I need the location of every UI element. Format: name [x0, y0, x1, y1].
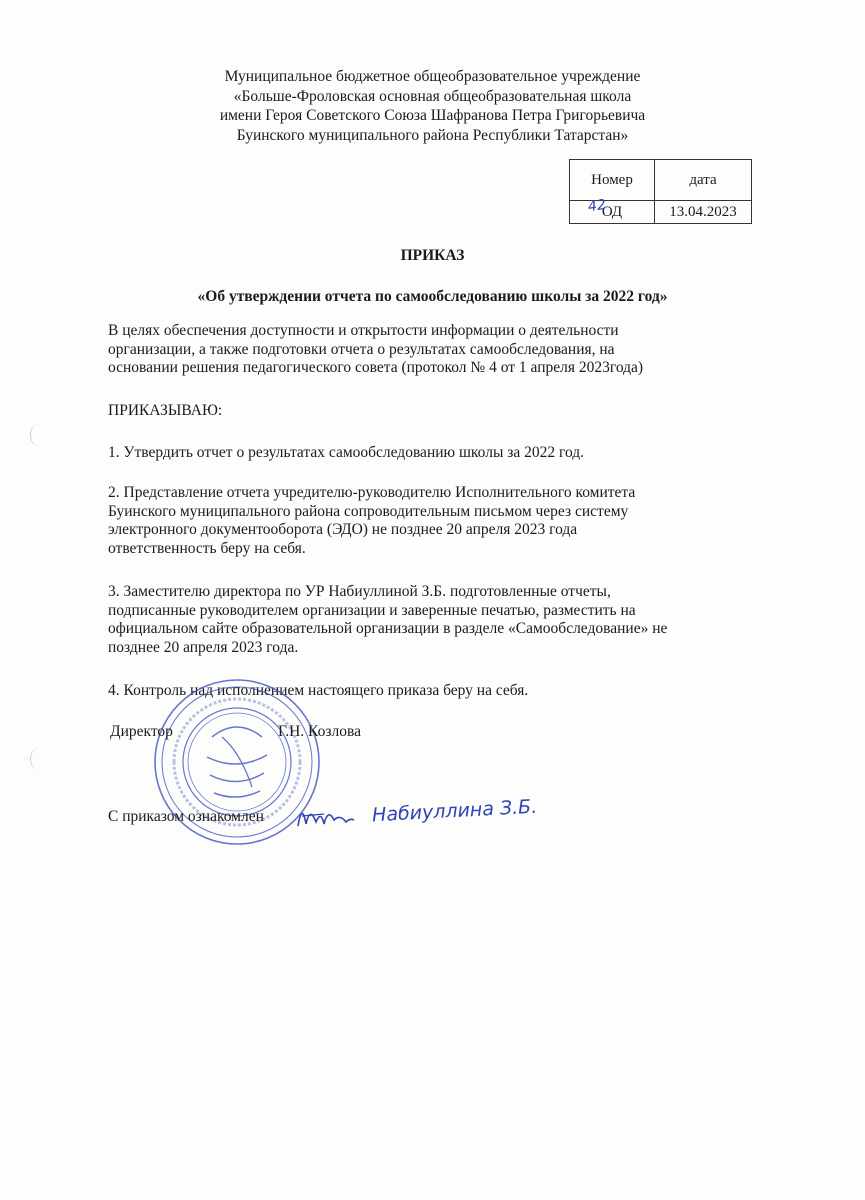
- item-line: 3. Заместителю директора по УР Набиуллиной З.Б. подготовленные отчеты,: [108, 583, 611, 600]
- order-number-cell: [570, 196, 655, 224]
- handwritten-number: 42: [586, 196, 607, 215]
- order-item-3: [108, 583, 748, 657]
- institution-header: [0, 67, 865, 145]
- header-line: имени Героя Советского Союза Шафранова Петра Григорьевича: [219, 107, 646, 124]
- handwritten-name: Набиуллина З.Б.: [371, 795, 538, 827]
- order-word: ПРИКАЗЫВАЮ:: [108, 402, 223, 419]
- item-line: электронного документооборота (ЭДО) не позднее 20 апреля 2023 года: [108, 521, 578, 538]
- order-number-table: [569, 159, 752, 224]
- order-item-2: [108, 484, 748, 558]
- number-suffix: ОД: [601, 203, 623, 220]
- document-subtitle: «Об утверждении отчета по самообследованию школы за 2022 год»: [197, 288, 668, 305]
- item-line: ответственность беру на себя.: [108, 539, 306, 557]
- number-header: Номер: [570, 160, 655, 201]
- header-line: Буинского муниципального района Республики Татарстан»: [236, 126, 629, 144]
- header-line: «Больше-Фроловская основная общеобразовательная школа: [233, 87, 632, 105]
- item-line: официальном сайте образовательной организации в разделе «Самообследование» не: [108, 620, 668, 637]
- document-title: ПРИКАЗ: [400, 247, 465, 264]
- preamble-line: основании решения педагогического совета (протокол № 4 от 1 апреля 2023года): [108, 359, 644, 376]
- date-header: дата: [655, 160, 752, 201]
- item-line: 1. Утвердить отчет о результатах самообследованию школы за 2022 год.: [108, 444, 585, 461]
- item-line: 2. Представление отчета учредителю-руководителю Исполнительного комитета: [108, 484, 636, 501]
- punch-hole-mark: [30, 424, 47, 446]
- signature-icon: [294, 796, 356, 836]
- preamble-line: В целях обеспечения доступности и открытости информации о деятельности: [108, 322, 619, 339]
- preamble-paragraph: [108, 322, 748, 378]
- item-line: позднее 20 апреля 2023 года.: [108, 638, 299, 656]
- director-label: Директор: [110, 723, 173, 740]
- header-line: Муниципальное бюджетное общеобразовательное учреждение: [224, 68, 641, 85]
- order-date-cell: 13.04.2023: [655, 201, 752, 224]
- acquainted-label: С приказом ознакомлен: [108, 808, 264, 825]
- preamble-line: организации, а также подготовки отчета о результатах самообследования, на: [108, 340, 615, 358]
- director-name: Г.Н. Козлова: [278, 723, 361, 740]
- punch-hole-mark: [30, 748, 47, 770]
- item-line: Буинского муниципального района сопроводительным письмом через систему: [108, 502, 629, 520]
- order-item-1: [108, 444, 748, 463]
- item-line: подписанные руководителем организации и заверенные печатью, разместить на: [108, 601, 636, 619]
- item-line: 4. Контроль над исполнением настоящего приказа беру на себя.: [108, 682, 529, 699]
